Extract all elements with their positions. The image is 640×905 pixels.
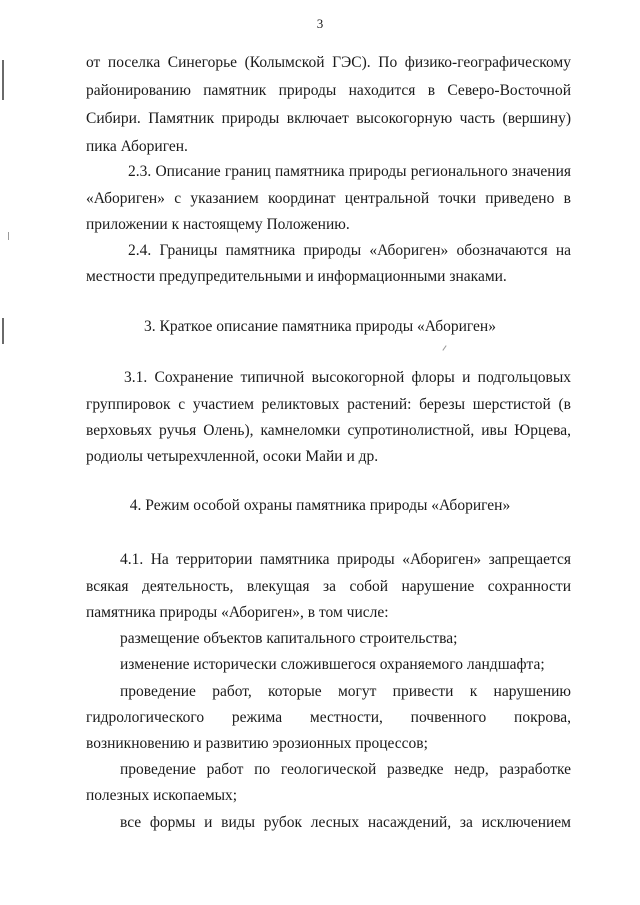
text-line: родиолы четырехчленной, осоки Майи и др.	[86, 448, 379, 465]
text-line: верховьях ручья Олень), камнеломки супротинолистной, ивы Юрцева,	[86, 422, 571, 439]
text-line: полезных ископаемых;	[86, 787, 238, 804]
text-line: пика Абориген.	[86, 138, 188, 155]
text-line: «Абориген» с указанием координат центральной точки приведено в	[86, 190, 571, 207]
text-line: все формы и виды рубок лесных насаждений, за исключением	[120, 814, 571, 831]
text-line: изменение исторически сложившегося охраняемого ландшафта;	[120, 656, 545, 673]
text-line: 3.1. Сохранение типичной высокогорной флоры и подгольцовых	[124, 369, 571, 386]
scan-speck	[8, 232, 9, 240]
scan-speck	[442, 345, 446, 350]
text-line: возникновению и развитию эрозионных процессов;	[86, 735, 428, 752]
text-line: размещение объектов капитального строительства;	[120, 630, 458, 647]
text-line: проведение работ по геологической разведке недр, разработке	[120, 761, 571, 778]
text-line: 4.1. На территории памятника природы «Абориген» запрещается	[120, 551, 571, 568]
text-line: проведение работ, которые могут привести к нарушению	[120, 683, 571, 700]
text-line: от поселка Синегорье (Колымской ГЭС). По физико-географическому	[86, 54, 571, 71]
text-line: группировок с участием реликтовых растений: березы шерстистой (в	[86, 396, 571, 413]
text-line: 2.3. Описание границ памятника природы регионального значения	[128, 163, 571, 180]
text-line: приложении к настоящему Положению.	[86, 216, 350, 233]
text-line: Сибири. Памятник природы включает высокогорную часть (вершину)	[86, 110, 571, 127]
text-line: местности предупредительными и информационными знаками.	[86, 268, 507, 285]
scan-margin-mark	[2, 60, 4, 100]
text-line: районированию памятник природы находится в Северо-Восточной	[86, 82, 571, 99]
text-line: памятника природы «Абориген», в том числе:	[86, 604, 389, 621]
section-heading: 3. Краткое описание памятника природы «Абориген»	[144, 318, 496, 335]
section-heading: 4. Режим особой охраны памятника природы «Абориген»	[129, 497, 511, 514]
text-line: гидрологического режима местности, почвенного покрова,	[86, 709, 571, 726]
text-line: всякая деятельность, влекущая за собой нарушение сохранности	[86, 578, 571, 595]
page-number: 3	[316, 16, 324, 31]
text-line: 2.4. Границы памятника природы «Абориген» обозначаются на	[128, 242, 571, 259]
